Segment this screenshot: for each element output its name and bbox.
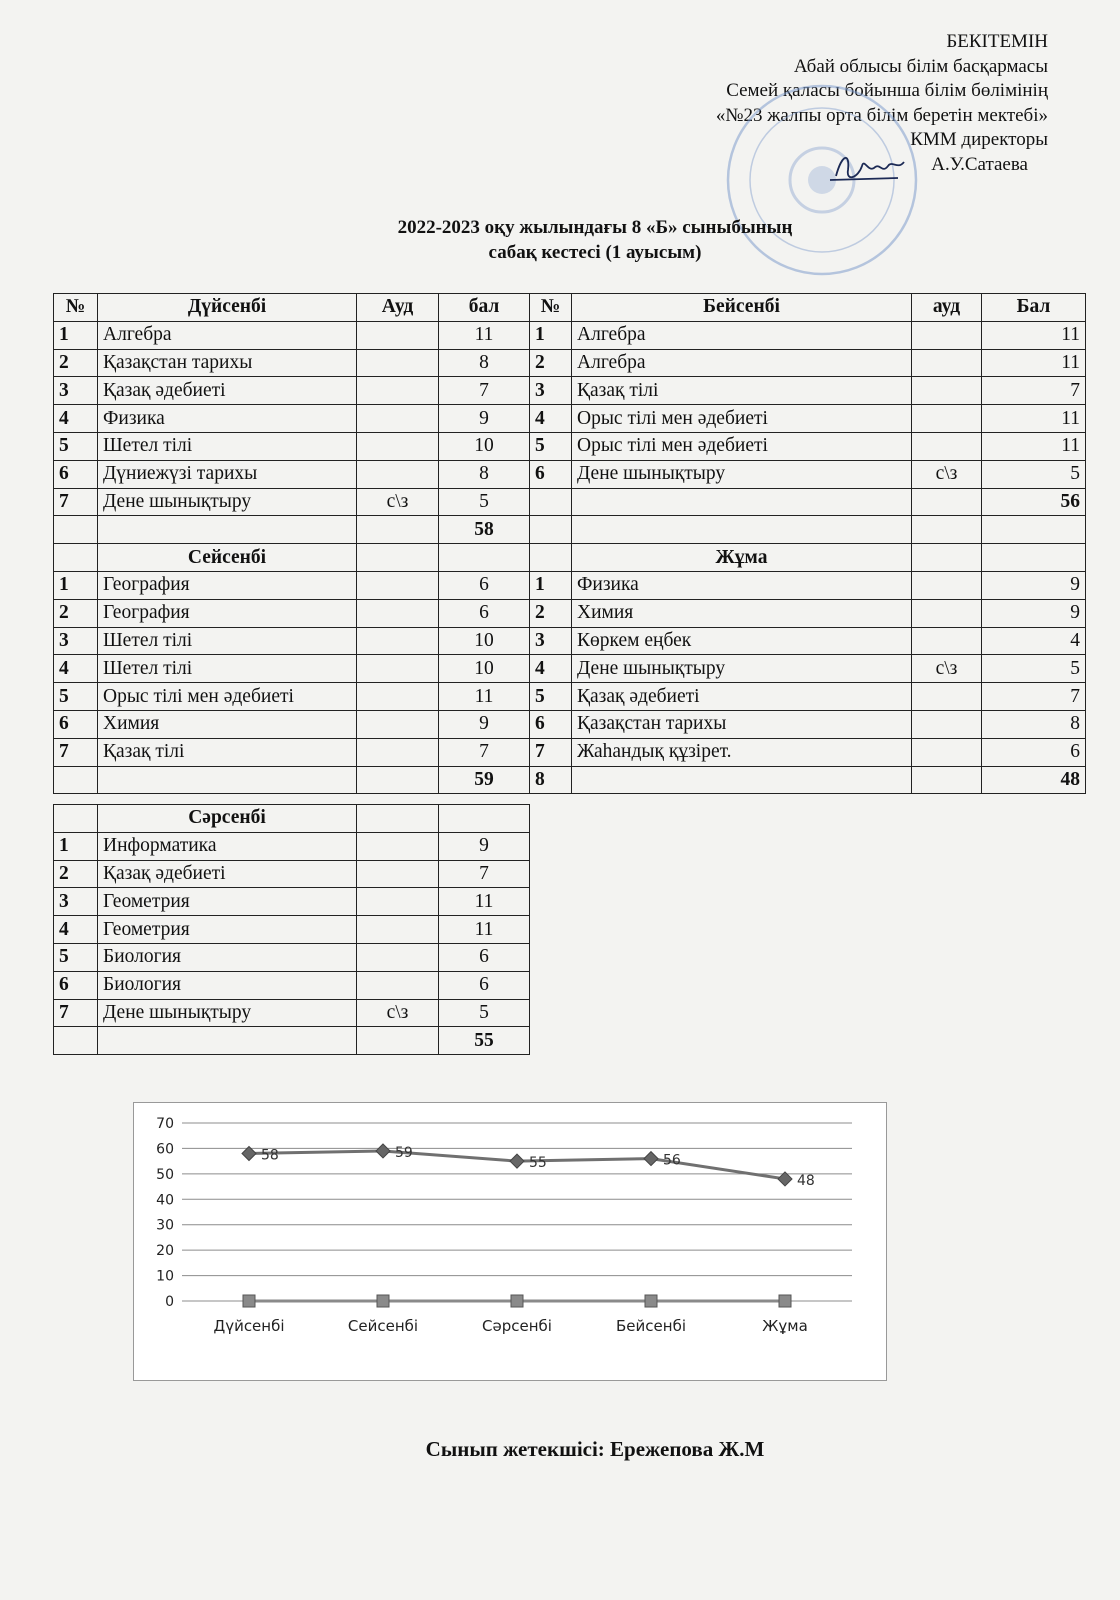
schedule-row (54, 432, 530, 460)
schedule-row (54, 832, 530, 860)
lesson-number: 4 (54, 405, 98, 433)
subject-name: Алгебра (98, 321, 357, 349)
schedule-row (54, 943, 530, 971)
lesson-number: 5 (54, 432, 98, 460)
room-cell (912, 405, 982, 433)
schedule-row (54, 627, 530, 655)
score-cell: 8 (439, 349, 530, 377)
lesson-number: 4 (530, 405, 572, 433)
y-tick-label: 0 (165, 1294, 174, 1310)
lesson-number: 7 (54, 999, 98, 1027)
data-point (376, 1144, 390, 1158)
lesson-number: 1 (54, 832, 98, 860)
lesson-number: 4 (54, 655, 98, 683)
score-cell: 4 (982, 627, 1086, 655)
schedule-row (54, 738, 530, 766)
score-cell: 7 (439, 377, 530, 405)
room-cell (912, 599, 982, 627)
subject-name: Дүниежүзі тарихы (98, 460, 357, 488)
tuesday-header: Сейсенбі (98, 544, 357, 572)
room-cell: с\з (912, 460, 982, 488)
lesson-number: 6 (54, 971, 98, 999)
score-cell: 11 (982, 321, 1086, 349)
subject-name: Қазақ тілі (572, 377, 912, 405)
room-cell (357, 571, 439, 599)
total-row (54, 516, 530, 544)
room-cell (912, 571, 982, 599)
lesson-number: 3 (54, 627, 98, 655)
room-cell (357, 377, 439, 405)
schedule-row (530, 655, 1086, 683)
schedule-row (54, 599, 530, 627)
lesson-number: 1 (530, 571, 572, 599)
schedule-row (54, 488, 530, 516)
data-label: 59 (395, 1144, 413, 1161)
y-tick-label: 60 (156, 1141, 174, 1158)
room-cell (357, 655, 439, 683)
schedule-row (54, 916, 530, 944)
subject-name: Геометрия (98, 888, 357, 916)
wednesday-total: 55 (439, 1027, 530, 1055)
lesson-number: 7 (54, 738, 98, 766)
lesson-number: 6 (54, 460, 98, 488)
x-tick-label: Сәрсенбі (482, 1317, 552, 1335)
subject-name: Қазақ әдебиеті (572, 683, 912, 711)
schedule-row (530, 710, 1086, 738)
header-row (530, 294, 1086, 322)
score-cell: 5 (982, 655, 1086, 683)
x-tick-label: Жұма (762, 1317, 808, 1335)
class-teacher: Сынып жетекшісі: Ережепова Ж.М (425, 1437, 765, 1461)
score-cell: 6 (982, 738, 1086, 766)
day-header-row (54, 544, 530, 572)
lesson-number: 5 (530, 432, 572, 460)
total-row (530, 766, 1086, 794)
room-cell (357, 860, 439, 888)
lesson-number: 4 (54, 916, 98, 944)
lesson-number: 2 (54, 599, 98, 627)
room-cell (357, 349, 439, 377)
score-cell: 10 (439, 655, 530, 683)
subject-name: Химия (572, 599, 912, 627)
room-cell (357, 460, 439, 488)
score-cell: 6 (439, 943, 530, 971)
col-num-header: № (530, 294, 572, 322)
lesson-number: 5 (530, 683, 572, 711)
score-cell: 7 (982, 683, 1086, 711)
total-row (530, 488, 1086, 516)
subject-name: Дене шынықтыру (572, 460, 912, 488)
room-cell (912, 738, 982, 766)
score-cell: 11 (439, 321, 530, 349)
lesson-number: 3 (54, 888, 98, 916)
data-point (377, 1295, 389, 1307)
lesson-number: 1 (530, 321, 572, 349)
schedule-row (54, 405, 530, 433)
schedule-row (530, 627, 1086, 655)
col-day-header: Дүйсенбі (98, 294, 357, 322)
schedule-row (54, 999, 530, 1027)
subject-name: Химия (98, 710, 357, 738)
score-cell: 11 (439, 916, 530, 944)
score-cell: 9 (439, 405, 530, 433)
subject-name: Информатика (98, 832, 357, 860)
col-score-header: бал (439, 294, 530, 322)
lesson-number: 2 (530, 349, 572, 377)
col-day-header: Бейсенбі (572, 294, 912, 322)
lesson-number: 6 (530, 460, 572, 488)
subject-name: География (98, 571, 357, 599)
room-cell (912, 349, 982, 377)
signer-name: А.У.Сатаева (931, 153, 1028, 175)
approval-line: Семей қаласы бойынша білім бөлімінің (726, 80, 1048, 101)
approval-line: КММ директоры (910, 129, 1048, 150)
schedule-row (530, 683, 1086, 711)
subject-name: Орыс тілі мен әдебиеті (572, 405, 912, 433)
subject-name: Алгебра (572, 321, 912, 349)
approval-line: «№23 жалпы орта білім беретін мектебі» (715, 104, 1048, 126)
header-row (54, 294, 530, 322)
y-tick-label: 50 (156, 1166, 174, 1183)
title-line-2: сабақ кестесі (1 ауысым) (488, 242, 702, 263)
y-tick-label: 20 (156, 1243, 174, 1260)
room-cell: с\з (357, 999, 439, 1027)
room-cell (912, 710, 982, 738)
subject-name: Физика (572, 571, 912, 599)
room-cell (357, 321, 439, 349)
schedule-table-left (53, 293, 530, 794)
score-cell: 7 (982, 377, 1086, 405)
room-cell (357, 599, 439, 627)
lesson-number: 6 (54, 710, 98, 738)
friday-total: 48 (982, 766, 1086, 794)
data-point (510, 1154, 524, 1168)
score-cell: 8 (439, 460, 530, 488)
score-cell: 11 (439, 683, 530, 711)
lesson-number: 3 (530, 627, 572, 655)
y-tick-label: 10 (156, 1268, 174, 1285)
lesson-number: 6 (530, 710, 572, 738)
schedule-row (530, 738, 1086, 766)
day-header-row (54, 805, 530, 833)
room-cell (357, 888, 439, 916)
lesson-number: 2 (54, 349, 98, 377)
chart-svg (134, 1103, 886, 1380)
blank-row (530, 516, 1086, 544)
room-cell (357, 432, 439, 460)
schedule-row (530, 349, 1086, 377)
total-row (54, 1027, 530, 1055)
schedule-row (54, 377, 530, 405)
document-title (0, 215, 1120, 265)
total-row (54, 766, 530, 794)
schedule-row (530, 460, 1086, 488)
room-cell (912, 432, 982, 460)
subject-name: Қазақ әдебиеті (98, 377, 357, 405)
lesson-number: 1 (54, 571, 98, 599)
schedule-row (54, 571, 530, 599)
room-cell (357, 710, 439, 738)
lesson-number: 1 (54, 321, 98, 349)
subject-name: Орыс тілі мен әдебиеті (98, 683, 357, 711)
schedule-row (530, 377, 1086, 405)
friday-total-num: 8 (530, 766, 572, 794)
schedule-row (54, 888, 530, 916)
subject-name: Қазақстан тарихы (98, 349, 357, 377)
subject-name: Шетел тілі (98, 627, 357, 655)
data-label: 58 (261, 1147, 279, 1164)
data-point (645, 1295, 657, 1307)
score-cell: 9 (439, 832, 530, 860)
subject-name: Алгебра (572, 349, 912, 377)
lesson-number: 2 (54, 860, 98, 888)
schedule-row (54, 655, 530, 683)
subject-name: Дене шынықтыру (98, 999, 357, 1027)
subject-name: Қазақ тілі (98, 738, 357, 766)
signature-icon (828, 148, 918, 188)
data-label: 56 (663, 1152, 681, 1169)
room-cell (357, 738, 439, 766)
data-label: 48 (797, 1172, 815, 1189)
schedule-row (54, 710, 530, 738)
schedule-row (54, 460, 530, 488)
room-cell (912, 321, 982, 349)
score-chart (133, 1102, 887, 1381)
subject-name: География (98, 599, 357, 627)
score-cell: 5 (439, 488, 530, 516)
subject-name: Шетел тілі (98, 655, 357, 683)
schedule-table-right (529, 293, 1086, 794)
score-cell: 5 (982, 460, 1086, 488)
lesson-number: 2 (530, 599, 572, 627)
score-cell: 11 (982, 432, 1086, 460)
schedule-row (54, 860, 530, 888)
wednesday-header: Сәрсенбі (98, 805, 357, 833)
subject-name: Геометрия (98, 916, 357, 944)
day-header-row (530, 544, 1086, 572)
lesson-number: 5 (54, 683, 98, 711)
lesson-number: 4 (530, 655, 572, 683)
score-cell: 6 (439, 599, 530, 627)
subject-name: Биология (98, 943, 357, 971)
col-room-header: ауд (912, 294, 982, 322)
subject-name: Дене шынықтыру (572, 655, 912, 683)
subject-name: Көркем еңбек (572, 627, 912, 655)
room-cell (357, 627, 439, 655)
x-tick-label: Сейсенбі (347, 1317, 419, 1335)
score-cell: 5 (439, 999, 530, 1027)
score-cell: 7 (439, 738, 530, 766)
lesson-number: 3 (54, 377, 98, 405)
score-cell: 10 (439, 627, 530, 655)
lesson-number: 7 (54, 488, 98, 516)
score-cell: 9 (982, 571, 1086, 599)
approval-line: Абай облысы білім басқармасы (793, 55, 1048, 77)
room-cell (357, 405, 439, 433)
data-label: 55 (529, 1155, 547, 1172)
col-score-header: Бал (982, 294, 1086, 322)
subject-name: Қазақстан тарихы (572, 710, 912, 738)
subject-name: Физика (98, 405, 357, 433)
title-line-1: 2022-2023 оқу жылындағы 8 «Б» сыныбының (397, 217, 793, 238)
schedule-row (530, 405, 1086, 433)
subject-name: Шетел тілі (98, 432, 357, 460)
schedule-row (530, 432, 1086, 460)
schedule-row (54, 349, 530, 377)
x-tick-label: Дүйсенбі (213, 1317, 285, 1335)
lesson-number: 7 (530, 738, 572, 766)
y-tick-label: 70 (156, 1116, 174, 1132)
score-cell: 10 (439, 432, 530, 460)
room-cell (912, 627, 982, 655)
lesson-number: 3 (530, 377, 572, 405)
monday-total: 58 (439, 516, 530, 544)
schedule-row (530, 599, 1086, 627)
subject-name: Дене шынықтыру (98, 488, 357, 516)
data-point (243, 1295, 255, 1307)
schedule-row (54, 321, 530, 349)
score-cell: 11 (982, 405, 1086, 433)
y-tick-label: 30 (156, 1217, 174, 1234)
y-tick-label: 40 (156, 1192, 174, 1209)
room-cell (357, 971, 439, 999)
subject-name: Жаһандық құзірет. (572, 738, 912, 766)
thursday-total: 56 (982, 488, 1086, 516)
data-point (779, 1295, 791, 1307)
score-cell: 11 (982, 349, 1086, 377)
score-cell: 8 (982, 710, 1086, 738)
score-cell: 6 (439, 571, 530, 599)
subject-name: Қазақ әдебиеті (98, 860, 357, 888)
room-cell (912, 683, 982, 711)
data-point (511, 1295, 523, 1307)
schedule-row (530, 571, 1086, 599)
score-cell: 7 (439, 860, 530, 888)
subject-name: Биология (98, 971, 357, 999)
lesson-number: 5 (54, 943, 98, 971)
room-cell (357, 683, 439, 711)
friday-header: Жұма (572, 544, 912, 572)
room-cell (357, 943, 439, 971)
score-cell: 9 (439, 710, 530, 738)
room-cell: с\з (357, 488, 439, 516)
room-cell: с\з (912, 655, 982, 683)
schedule-row (54, 683, 530, 711)
tuesday-total: 59 (439, 766, 530, 794)
schedule-table-wednesday (53, 804, 530, 1055)
x-tick-label: Бейсенбі (616, 1317, 686, 1335)
data-point (644, 1152, 658, 1166)
room-cell (357, 832, 439, 860)
room-cell (357, 916, 439, 944)
score-cell: 9 (982, 599, 1086, 627)
score-cell: 11 (439, 888, 530, 916)
subject-name: Орыс тілі мен әдебиеті (572, 432, 912, 460)
room-cell (912, 377, 982, 405)
score-cell: 6 (439, 971, 530, 999)
schedule-row (530, 321, 1086, 349)
col-room-header: Ауд (357, 294, 439, 322)
approval-line: БЕКІТЕМІН (946, 31, 1048, 52)
schedule-row (54, 971, 530, 999)
col-num-header: № (54, 294, 98, 322)
